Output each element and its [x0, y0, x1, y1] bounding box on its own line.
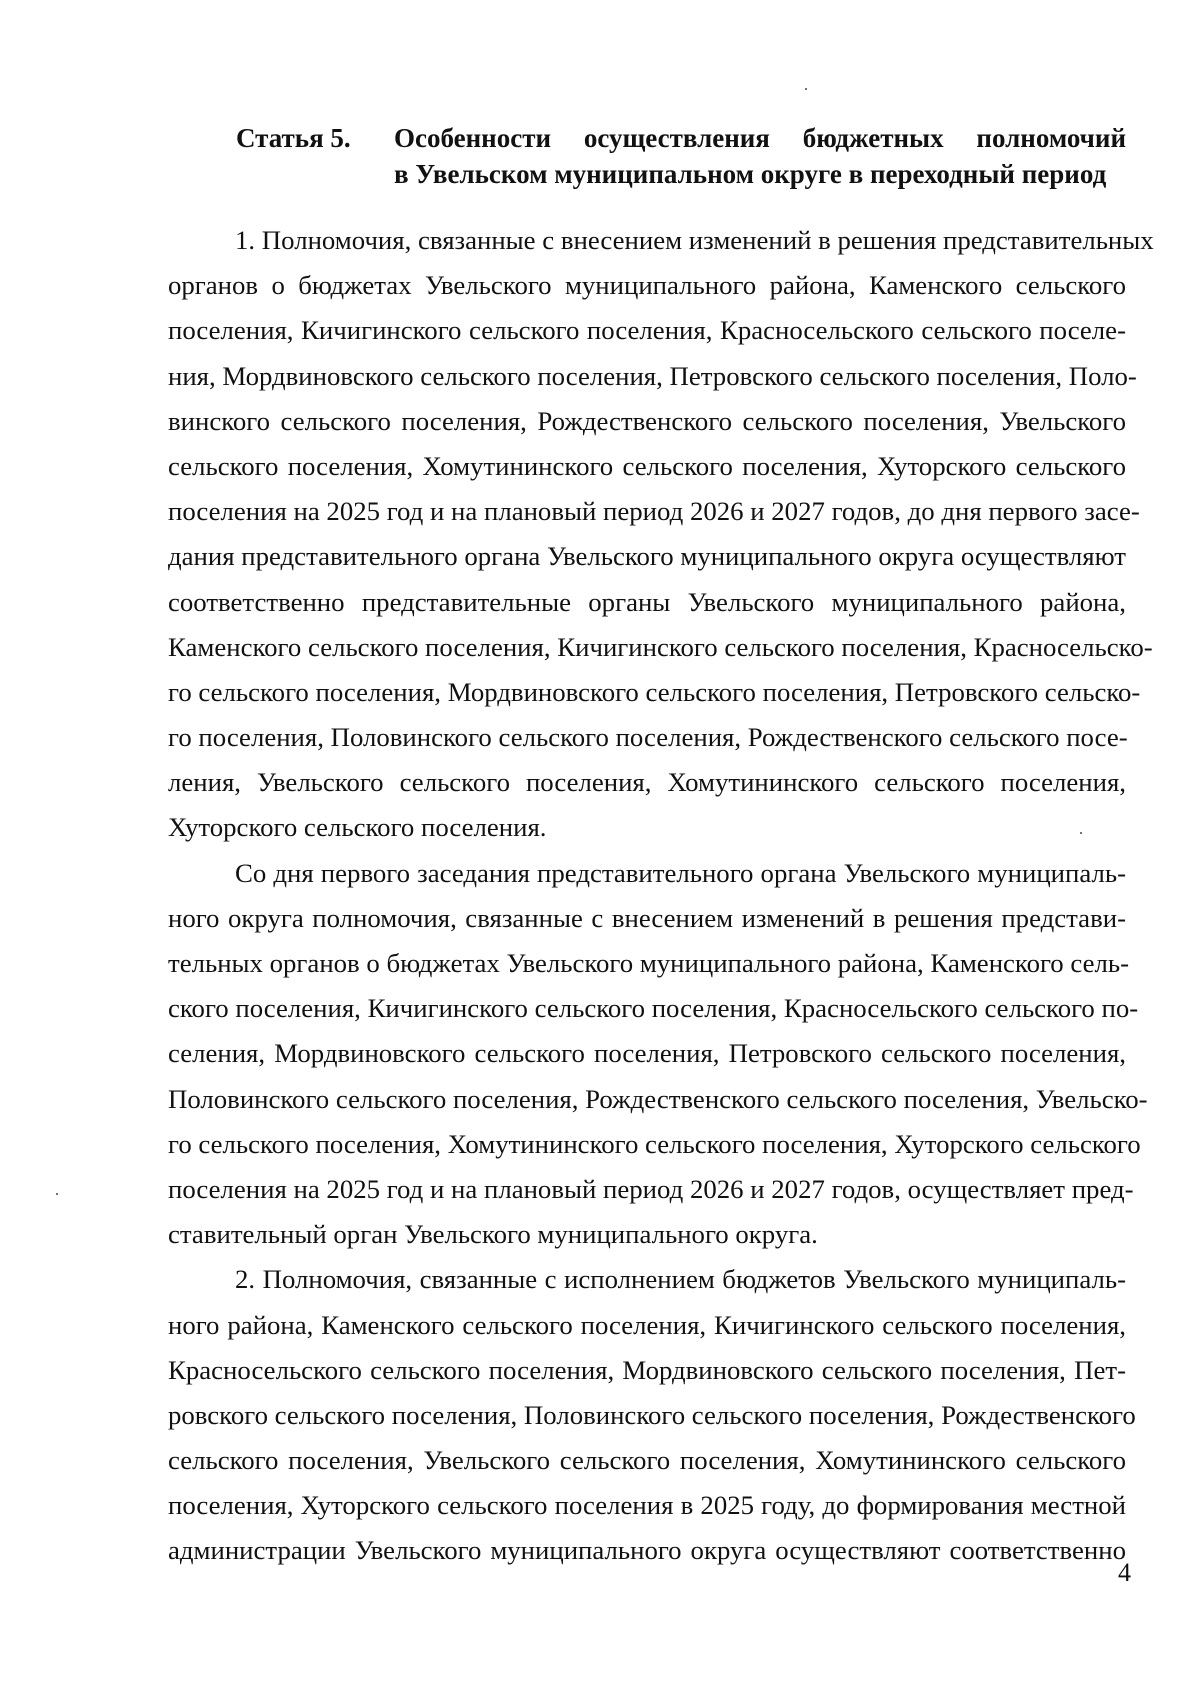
paragraph-3 — [168, 1257, 1136, 1573]
text-line: ния, Мордвиновского сельского поселения, Петровского сельского поселения, Поло- — [168, 360, 1137, 391]
text-line: ного округа полномочия, связанные с внесением изменений в решения представи- — [168, 902, 1126, 933]
text-line: Со дня первого заседания представительного органа Увельского муниципаль- — [235, 857, 1126, 888]
text-line: Хуторского сельского поселения. — [168, 812, 547, 843]
article-title-line: Особенности осуществления бюджетных полномочий — [394, 123, 1126, 153]
text-line: 2. Полномочия, связанные с исполнением бюджетов Увельского муниципаль- — [235, 1264, 1126, 1295]
text-line: ставительный орган Увельского муниципального округа. — [168, 1219, 818, 1250]
article-title-line: в Увельском муниципальном округе в переходный период — [394, 159, 1107, 189]
text-line: поселения, Хуторского сельского поселения в 2025 году, до формирования местной — [168, 1490, 1126, 1521]
paragraph-2 — [168, 851, 1148, 1258]
text-line: тельных органов о бюджетах Увельского муниципального района, Каменского сель- — [168, 948, 1130, 978]
article-heading — [236, 120, 1126, 192]
text-line: ровского сельского поселения, Половинского сельского поселения, Рождественского — [168, 1399, 1136, 1430]
paragraph-1 — [168, 218, 1154, 851]
text-line: селения, Мордвиновского сельского поселения, Петровского сельского поселения, — [168, 1038, 1126, 1069]
text-line: го сельского поселения, Мордвиновского сельского поселения, Петровского сельско- — [168, 676, 1141, 707]
text-line: 1. Полномочия, связанные с внесением изменений в решения представительных — [235, 225, 1154, 255]
text-line: го поселения, Половинского сельского поселения, Рождественского сельского посе- — [168, 722, 1128, 753]
scan-speck — [805, 88, 807, 90]
text-line: винского сельского поселения, Рождественского сельского поселения, Увельского — [168, 405, 1126, 436]
text-line: ления, Увельского сельского поселения, Хомутининского сельского поселения, — [168, 767, 1126, 798]
text-line: поселения, Кичигинского сельского поселения, Красносельского сельского поселе- — [168, 315, 1126, 346]
text-line: ского поселения, Кичигинского сельского поселения, Красносельского сельского по- — [168, 993, 1139, 1024]
text-line: соответственно представительные органы Увельского муниципального района, — [168, 586, 1126, 617]
text-line: органов о бюджетах Увельского муниципального района, Каменского сельского — [168, 270, 1126, 301]
text-line: сельского поселения, Увельского сельского поселения, Хомутининского сельского — [168, 1445, 1126, 1476]
article-label: Статья 5. — [236, 123, 351, 153]
text-line: сельского поселения, Хомутининского сельского поселения, Хуторского сельского — [168, 450, 1126, 481]
text-line: Красносельского сельского поселения, Мордвиновского сельского поселения, Пет- — [168, 1354, 1126, 1385]
article-title — [394, 120, 1126, 192]
scan-speck — [1080, 832, 1082, 834]
text-line: Каменского сельского поселения, Кичигинского сельского поселения, Красносельско- — [168, 631, 1153, 662]
text-line: дания представительного органа Увельского муниципального округа осуществляют — [168, 541, 1126, 572]
text-line: Половинского сельского поселения, Рождественского сельского поселения, Увельско- — [168, 1083, 1148, 1114]
text-line: администрации Увельского муниципального округа осуществляют соответственно — [168, 1535, 1126, 1566]
text-line: поселения на 2025 год и на плановый период 2026 и 2027 годов, до дня первого засе- — [168, 496, 1140, 527]
article-body — [168, 218, 1154, 1574]
text-line: поселения на 2025 год и на плановый период 2026 и 2027 годов, осуществляет пред- — [168, 1173, 1134, 1204]
text-line: ного района, Каменского сельского поселения, Кичигинского сельского поселения, — [168, 1309, 1126, 1340]
scan-speck — [56, 1193, 58, 1195]
page-number: 4 — [1118, 1558, 1131, 1587]
text-line: го сельского поселения, Хомутининского сельского поселения, Хуторского сельского — [168, 1128, 1141, 1159]
